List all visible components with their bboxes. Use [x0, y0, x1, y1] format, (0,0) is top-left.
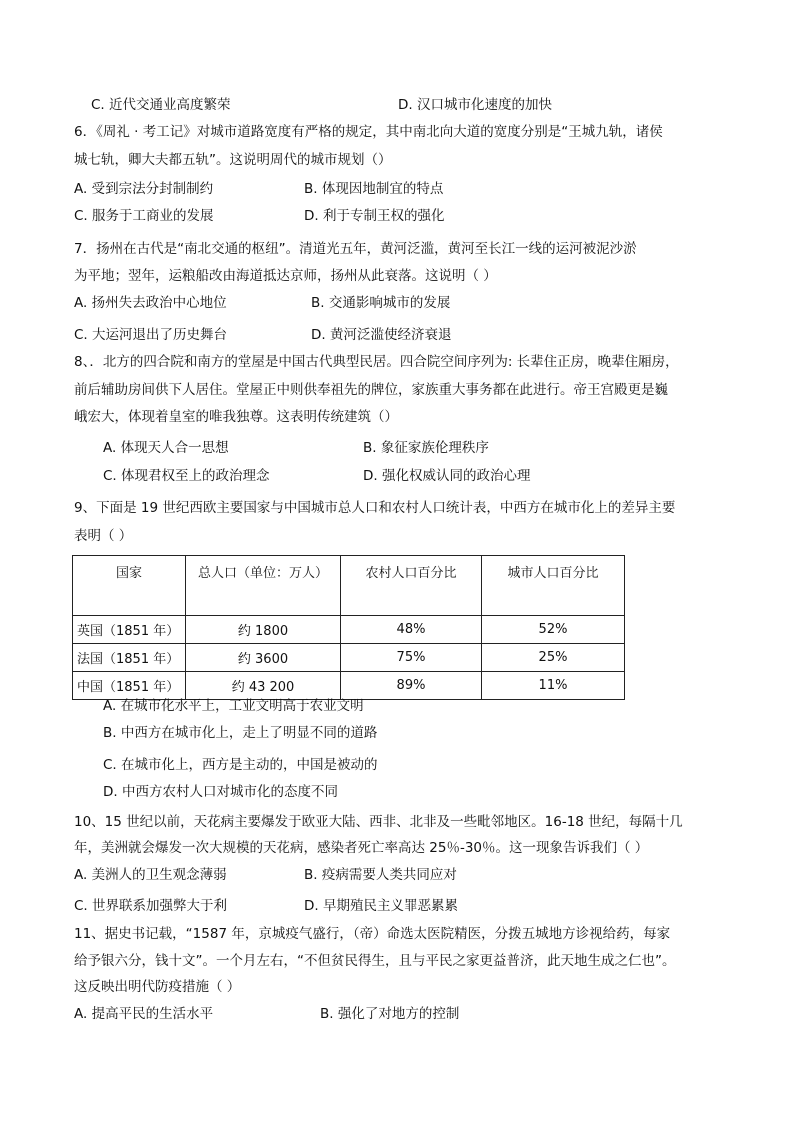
q9-stem-line2: 表明（ ） [74, 528, 133, 544]
table-header-row [73, 556, 625, 616]
table-row [73, 644, 625, 672]
q6-stem-line2: 城七轨，卿大夫都五轨”。这说明周代的城市规划（） [74, 152, 392, 168]
table-cell: 约 1800 [186, 616, 341, 644]
table-cell: 25% [482, 644, 625, 672]
q8-stem-line1: 8、．北方的四合院和南方的堂屋是中国古代典型民居。四合院空间序列为: 长辈住正房，晚辈住厢房， [74, 354, 679, 370]
population-table [72, 555, 625, 700]
q7-option-b: B. 交通影响城市的发展 [311, 295, 451, 311]
q8-option-a: A. 体现天人合一思想 [103, 440, 229, 456]
q11-option-b: B. 强化了对地方的控制 [320, 1006, 460, 1022]
table-cell: 52% [482, 616, 625, 644]
table-cell: 约 3600 [186, 644, 341, 672]
q9-option-b: B. 中西方在城市化上，走上了明显不同的道路 [103, 725, 378, 741]
q10-option-a: A. 美洲人的卫生观念薄弱 [74, 867, 227, 883]
q8-stem-line2: 前后辅助房间供下人居住。堂屋正中则供奉祖先的牌位，家族重大事务都在此进行。帝王宫殿更是巍 [74, 382, 668, 398]
q8-stem-line3: 峨宏大，体现着皇室的唯我独尊。这表明传统建筑（） [74, 409, 398, 425]
q9-stem-line1: 9、下面是 19 世纪西欧主要国家与中国城市总人口和农村人口统计表，中西方在城市化上的差异主要 [74, 500, 676, 516]
option-c: C. 近代交通业高度繁荣 [91, 97, 231, 113]
q11-stem-line2: 给予银六分，钱十文”。一个月左右，“不但贫民得生，且与平民之家更益普济，此天地生成之仁也”。 [74, 953, 676, 969]
q9-option-d: D. 中西方农村人口对城市化的态度不同 [103, 784, 338, 800]
q10-option-b: B. 疫病需要人类共同应对 [304, 867, 457, 883]
table-cell: 英国（1851 年） [73, 616, 186, 644]
q8-option-c: C. 体现君权至上的政治理念 [103, 468, 270, 484]
q6-option-d: D. 利于专制王权的强化 [304, 208, 445, 224]
q8-option-d: D. 强化权威认同的政治心理 [363, 468, 531, 484]
q6-option-b: B. 体现因地制宜的特点 [304, 181, 444, 197]
q7-stem-line2: 为平地；翌年，运粮船改由海道抵达京师，扬州从此衰落。这说明（ ） [74, 268, 497, 284]
q10-option-c: C. 世界联系加强弊大于利 [74, 898, 228, 914]
q10-stem-line2: 年，美洲就会爆发一次大规模的天花病，感染者死亡率高达 25％-30％。这一现象告诉我们（ ） [74, 840, 649, 856]
q7-option-a: A. 扬州失去政治中心地位 [74, 295, 227, 311]
table-header: 农村人口百分比 [341, 556, 482, 616]
q8-option-b: B. 象征家族伦理秩序 [363, 440, 489, 456]
option-d: D. 汉口城市化速度的加快 [398, 97, 552, 113]
table-cell: 法国（1851 年） [73, 644, 186, 672]
q7-option-d: D. 黄河泛滥使经济衰退 [311, 327, 452, 343]
table-header: 总人口（单位：万人） [186, 556, 341, 616]
q11-stem-line1: 11、据史书记载，“1587 年，京城疫气盛行，（帝）命选太医院精医，分拨五城地方诊视给药，每家 [74, 926, 671, 942]
q6-option-c: C. 服务于工商业的发展 [74, 208, 214, 224]
table-cell: 48% [341, 616, 482, 644]
table-cell: 中国（1851 年） [73, 672, 186, 700]
q6-option-a: A. 受到宗法分封制制约 [74, 181, 214, 197]
q10-stem-line1: 10、15 世纪以前，天花病主要爆发于欧亚大陆、西非、北非及一些毗邻地区。16-18 世纪，每隔十几 [74, 814, 683, 830]
table-header: 国家 [73, 556, 186, 616]
q11-stem-line3: 这反映出明代防疫措施（ ） [74, 979, 241, 995]
q9-option-c: C. 在城市化上，西方是主动的，中国是被动的 [103, 757, 378, 773]
q7-stem-line1: 7．扬州在古代是“南北交通的枢纽”。清道光五年，黄河泛滥，黄河至长江一线的运河被泥沙淤 [74, 241, 637, 257]
q7-option-c: C. 大运河退出了历史舞台 [74, 327, 228, 343]
q11-option-a: A. 提高平民的生活水平 [74, 1006, 214, 1022]
table-header: 城市人口百分比 [482, 556, 625, 616]
table-cell: 11% [482, 672, 625, 700]
q10-option-d: D. 早期殖民主义罪恶累累 [304, 898, 458, 914]
q6-stem-line1: 6．《周礼 · 考工记》对城市道路宽度有严格的规定，其中南北向大道的宽度分别是“王城九轨，诸侯 [74, 124, 663, 140]
table-row [73, 616, 625, 644]
table-cell: 89% [341, 672, 482, 700]
q9-option-a: A. 在城市化水平上，工业文明高于农业文明 [103, 698, 364, 714]
table-cell: 75% [341, 644, 482, 672]
table-cell: 约 43 200 [186, 672, 341, 700]
